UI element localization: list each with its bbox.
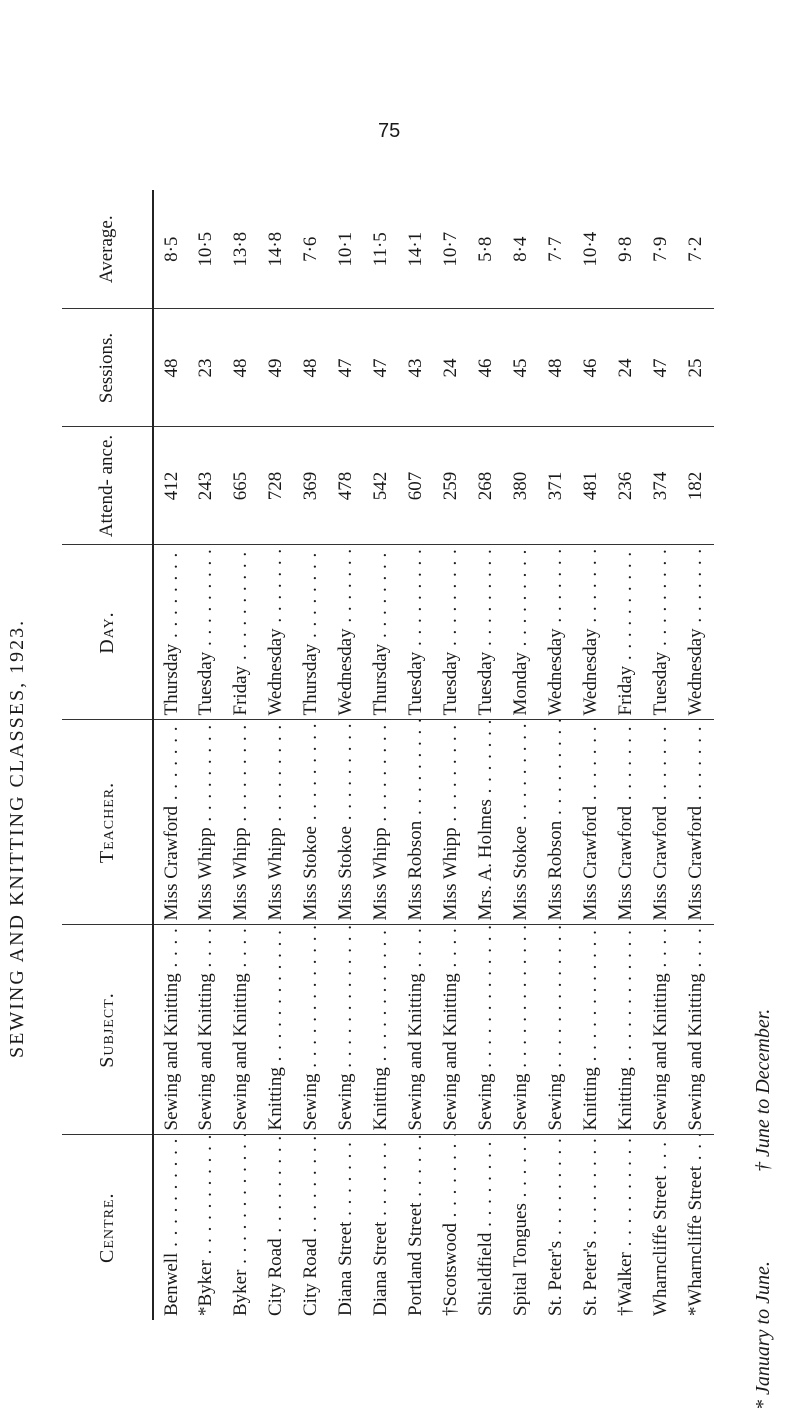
cell-average: 7·2	[679, 190, 714, 309]
cell-average: 13·8	[224, 190, 259, 309]
cell-centre	[539, 1135, 574, 1320]
cell-day	[399, 545, 434, 720]
column-header-attendance: Attend- ance.	[62, 427, 153, 545]
cell-subject-text: Knitting . . .	[615, 925, 636, 1131]
cell-subject-text: Sewing . . .	[335, 925, 356, 1131]
cell-average: 10·4	[574, 190, 609, 309]
cell-day-text: Wednesday . . .	[685, 545, 706, 716]
cell-centre	[329, 1135, 364, 1320]
cell-subject	[153, 925, 189, 1135]
cell-centre-text: Byker . . .	[230, 1135, 251, 1316]
cell-sessions: 48	[224, 309, 259, 427]
cell-sessions: 47	[329, 309, 364, 427]
cell-average: 8·5	[153, 190, 189, 309]
cell-day	[189, 545, 224, 720]
cell-attendance: 607	[399, 427, 434, 545]
cell-day	[504, 545, 539, 720]
cell-subject-text: Sewing and Knitting . . .	[440, 925, 461, 1131]
cell-subject	[644, 925, 679, 1135]
cell-subject	[189, 925, 224, 1135]
cell-sessions: 47	[364, 309, 399, 427]
table-row	[294, 190, 329, 1320]
cell-centre-text: Diana Street . . .	[370, 1135, 391, 1316]
table-row	[504, 190, 539, 1320]
cell-teacher	[434, 720, 469, 925]
cell-teacher	[329, 720, 364, 925]
cell-average: 14·1	[399, 190, 434, 309]
cell-teacher-text: Miss Whipp . . .	[440, 720, 461, 921]
cell-day	[364, 545, 399, 720]
cell-subject	[364, 925, 399, 1135]
cell-teacher	[539, 720, 574, 925]
cell-subject	[294, 925, 329, 1135]
cell-centre	[364, 1135, 399, 1320]
cell-day	[294, 545, 329, 720]
cell-day-text: Thursday . . .	[370, 545, 391, 716]
cell-day-text: Wednesday . . .	[335, 545, 356, 716]
cell-centre-text: Shieldfield . . .	[475, 1135, 496, 1316]
cell-subject	[574, 925, 609, 1135]
table-row	[259, 190, 294, 1320]
cell-teacher-text: Miss Whipp . . .	[230, 720, 251, 921]
cell-centre	[504, 1135, 539, 1320]
cell-day-text: Tuesday . . .	[475, 545, 496, 716]
cell-attendance: 728	[259, 427, 294, 545]
cell-attendance: 259	[434, 427, 469, 545]
cell-subject	[224, 925, 259, 1135]
cell-teacher-text: Miss Whipp . . .	[370, 720, 391, 921]
table-row	[609, 190, 644, 1320]
cell-day-text: Wednesday . . .	[265, 545, 286, 716]
cell-average: 5·8	[469, 190, 504, 309]
cell-day-text: Monday . . .	[510, 545, 531, 716]
cell-average: 10·7	[434, 190, 469, 309]
cell-subject-text: Knitting . . .	[265, 925, 286, 1131]
cell-day-text: Wednesday . . .	[545, 545, 566, 716]
cell-day	[679, 545, 714, 720]
cell-centre	[259, 1135, 294, 1320]
cell-average: 8·4	[504, 190, 539, 309]
cell-attendance: 268	[469, 427, 504, 545]
footnote-january-to-june: * January to June.	[752, 1261, 774, 1410]
table-row	[364, 190, 399, 1320]
cell-sessions: 45	[504, 309, 539, 427]
cell-subject-text: Sewing and Knitting . . .	[161, 925, 182, 1131]
cell-average: 9·8	[609, 190, 644, 309]
cell-day	[329, 545, 364, 720]
cell-attendance: 374	[644, 427, 679, 545]
cell-centre-text: †Scotswood . . .	[440, 1135, 461, 1316]
cell-centre	[434, 1135, 469, 1320]
table-row	[574, 190, 609, 1320]
cell-teacher-text: Miss Whipp . . .	[195, 720, 216, 921]
cell-sessions: 24	[434, 309, 469, 427]
cell-subject	[329, 925, 364, 1135]
cell-day	[259, 545, 294, 720]
cell-day-text: Thursday . . .	[300, 545, 321, 716]
table-row	[539, 190, 574, 1320]
cell-attendance: 478	[329, 427, 364, 545]
cell-teacher	[469, 720, 504, 925]
cell-teacher	[294, 720, 329, 925]
cell-teacher	[189, 720, 224, 925]
cell-centre-text: †Walker . . .	[615, 1135, 636, 1316]
cell-teacher-text: Miss Stokoe . . .	[300, 720, 321, 921]
cell-teacher-text: Miss Stokoe . . .	[510, 720, 531, 921]
cell-average: 11·5	[364, 190, 399, 309]
cell-sessions: 23	[189, 309, 224, 427]
table-header-row	[62, 190, 153, 1320]
cell-average: 7·6	[294, 190, 329, 309]
cell-day-text: Tuesday . . .	[440, 545, 461, 716]
cell-teacher-text: Miss Robson . . .	[405, 720, 426, 921]
cell-attendance: 412	[153, 427, 189, 545]
cell-teacher-text: Miss Robson . . .	[545, 720, 566, 921]
cell-day	[609, 545, 644, 720]
cell-sessions: 46	[469, 309, 504, 427]
cell-teacher	[364, 720, 399, 925]
cell-day	[434, 545, 469, 720]
cell-centre	[574, 1135, 609, 1320]
cell-day-text: Friday . . .	[230, 545, 251, 716]
cell-day-text: Tuesday . . .	[195, 545, 216, 716]
cell-teacher	[574, 720, 609, 925]
cell-day-text: Tuesday . . .	[650, 545, 671, 716]
cell-teacher	[504, 720, 539, 925]
cell-average: 7·9	[644, 190, 679, 309]
cell-centre-text: Spital Tongues . . .	[510, 1135, 531, 1316]
cell-subject-text: Sewing . . .	[545, 925, 566, 1131]
table-body	[153, 190, 714, 1320]
cell-sessions: 48	[294, 309, 329, 427]
cell-average: 7·7	[539, 190, 574, 309]
table-row	[469, 190, 504, 1320]
cell-average: 10·1	[329, 190, 364, 309]
table-row	[224, 190, 259, 1320]
cell-centre-text: St. Peter's . . .	[545, 1135, 566, 1316]
cell-day	[224, 545, 259, 720]
table-row	[679, 190, 714, 1320]
column-header-day: Day.	[62, 545, 153, 720]
table-row	[153, 190, 189, 1320]
cell-centre	[644, 1135, 679, 1320]
cell-centre-text: *Byker . . .	[195, 1135, 216, 1316]
cell-attendance: 236	[609, 427, 644, 545]
cell-subject-text: Sewing and Knitting . . .	[405, 925, 426, 1131]
cell-day-text: Tuesday . . .	[405, 545, 426, 716]
cell-centre-text: Benwell . . .	[161, 1135, 182, 1316]
cell-teacher-text: Miss Crawford . . .	[161, 720, 182, 921]
cell-subject-text: Sewing . . .	[475, 925, 496, 1131]
cell-sessions: 24	[609, 309, 644, 427]
cell-teacher-text: Miss Whipp . . .	[265, 720, 286, 921]
cell-day	[574, 545, 609, 720]
cell-teacher-text: Miss Crawford . . .	[685, 720, 706, 921]
cell-teacher	[259, 720, 294, 925]
cell-sessions: 25	[679, 309, 714, 427]
cell-centre	[609, 1135, 644, 1320]
cell-subject-text: Knitting . . .	[580, 925, 601, 1131]
cell-centre	[294, 1135, 329, 1320]
cell-subject	[679, 925, 714, 1135]
cell-teacher-text: Miss Stokoe . . .	[335, 720, 356, 921]
cell-centre-text: Portland Street . . .	[405, 1135, 426, 1316]
cell-day	[153, 545, 189, 720]
cell-subject-text: Sewing . . .	[300, 925, 321, 1131]
column-header-sessions: Sessions.	[62, 309, 153, 427]
document-title: SEWING AND KNITTING CLASSES, 1923.	[6, 618, 28, 1058]
column-header-average: Average.	[62, 190, 153, 309]
table-row	[399, 190, 434, 1320]
cell-subject-text: Sewing and Knitting . . .	[230, 925, 251, 1131]
cell-centre-text: St. Peter's . . .	[580, 1135, 601, 1316]
cell-attendance: 380	[504, 427, 539, 545]
cell-centre	[469, 1135, 504, 1320]
cell-centre-text: City Road . . .	[265, 1135, 286, 1316]
cell-attendance: 542	[364, 427, 399, 545]
cell-subject	[434, 925, 469, 1135]
table-row	[329, 190, 364, 1320]
cell-sessions: 48	[539, 309, 574, 427]
cell-centre	[679, 1135, 714, 1320]
table-row	[434, 190, 469, 1320]
cell-subject-text: Sewing . . .	[510, 925, 531, 1131]
classes-table	[62, 190, 714, 1320]
column-header-subject: Subject.	[62, 925, 153, 1135]
cell-teacher	[153, 720, 189, 925]
table-row	[189, 190, 224, 1320]
cell-centre	[399, 1135, 434, 1320]
cell-teacher-text: Miss Crawford . . .	[615, 720, 636, 921]
table-row	[644, 190, 679, 1320]
cell-teacher-text: Mrs. A. Holmes . . .	[475, 720, 496, 921]
cell-teacher	[679, 720, 714, 925]
cell-teacher	[644, 720, 679, 925]
cell-day	[644, 545, 679, 720]
cell-teacher	[609, 720, 644, 925]
cell-subject	[399, 925, 434, 1135]
cell-subject	[469, 925, 504, 1135]
cell-subject-text: Sewing and Knitting . . .	[195, 925, 216, 1131]
cell-centre	[224, 1135, 259, 1320]
cell-subject	[539, 925, 574, 1135]
cell-subject	[259, 925, 294, 1135]
cell-centre-text: *Wharncliffe Street . . .	[685, 1135, 706, 1316]
cell-day-text: Friday . . .	[615, 545, 636, 716]
page-number: 75	[378, 120, 401, 142]
cell-subject-text: Sewing and Knitting . . .	[650, 925, 671, 1131]
cell-subject	[609, 925, 644, 1135]
cell-centre-text: City Road . . .	[300, 1135, 321, 1316]
cell-attendance: 243	[189, 427, 224, 545]
cell-sessions: 48	[153, 309, 189, 427]
cell-attendance: 481	[574, 427, 609, 545]
cell-attendance: 665	[224, 427, 259, 545]
column-header-teacher: Teacher.	[62, 720, 153, 925]
cell-attendance: 369	[294, 427, 329, 545]
cell-sessions: 43	[399, 309, 434, 427]
cell-centre	[189, 1135, 224, 1320]
cell-teacher	[224, 720, 259, 925]
cell-centre	[153, 1135, 189, 1320]
footnote-june-to-december: † June to December.	[752, 1008, 774, 1172]
cell-centre-text: Wharncliffe Street . . .	[650, 1135, 671, 1316]
cell-attendance: 371	[539, 427, 574, 545]
cell-day-text: Thursday . . .	[161, 545, 182, 716]
cell-average: 10·5	[189, 190, 224, 309]
cell-teacher	[399, 720, 434, 925]
cell-day	[469, 545, 504, 720]
cell-attendance: 182	[679, 427, 714, 545]
cell-day	[539, 545, 574, 720]
cell-teacher-text: Miss Crawford . . .	[650, 720, 671, 921]
cell-subject	[504, 925, 539, 1135]
cell-average: 14·8	[259, 190, 294, 309]
cell-teacher-text: Miss Crawford . . .	[580, 720, 601, 921]
cell-sessions: 49	[259, 309, 294, 427]
cell-centre-text: Diana Street . . .	[335, 1135, 356, 1316]
cell-subject-text: Knitting . . .	[370, 925, 391, 1131]
cell-sessions: 47	[644, 309, 679, 427]
cell-sessions: 46	[574, 309, 609, 427]
cell-day-text: Wednesday . . .	[580, 545, 601, 716]
cell-subject-text: Sewing and Knitting . . .	[685, 925, 706, 1131]
column-header-centre: Centre.	[62, 1135, 153, 1320]
